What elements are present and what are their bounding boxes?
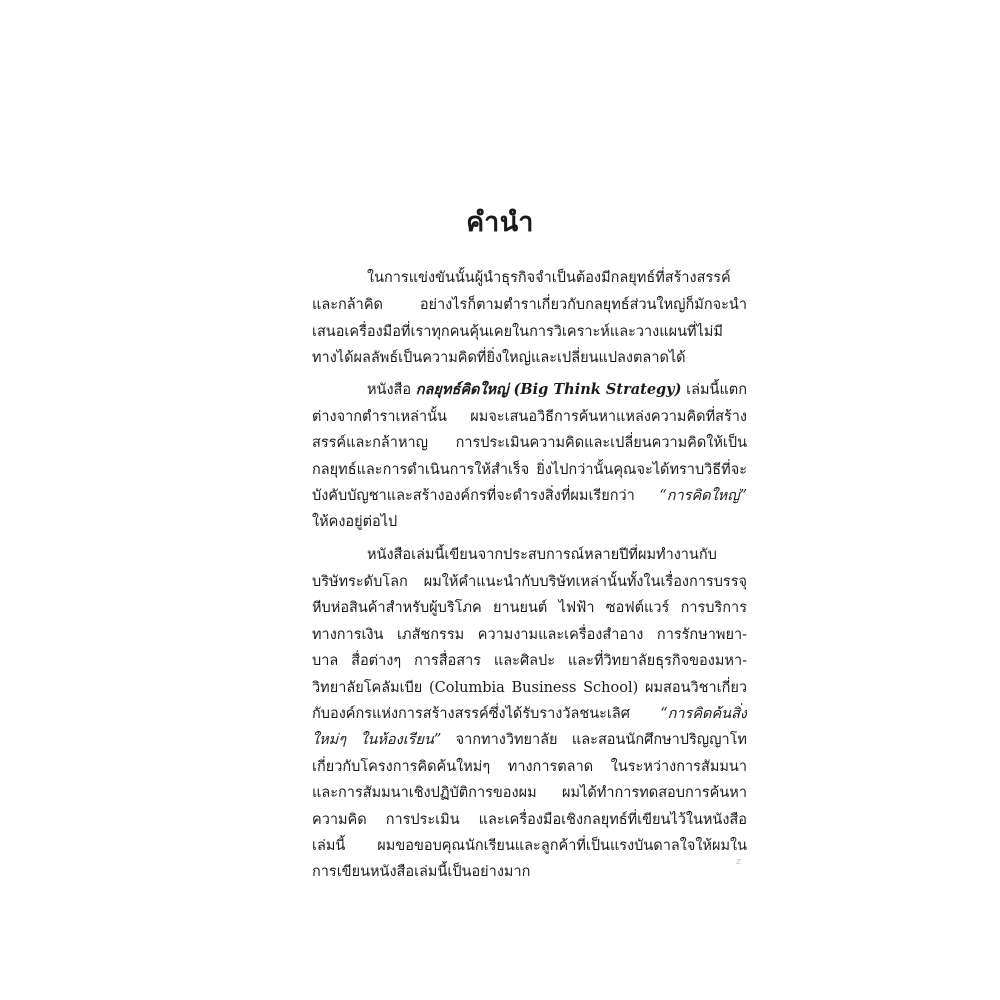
- text-run: หนังสือ: [367, 382, 416, 398]
- paragraph-3-line: [312, 703, 747, 725]
- text-run: กับองค์กรแห่งการสร้างสรรค์ซึ่งได้รับรางวัลชนะเลิศ: [312, 706, 661, 722]
- paragraph-2-line: ให้คงอยู่ต่อไป: [312, 514, 398, 530]
- paragraph-3-line: การเขียนหนังสือเล่มนี้เป็นอย่างมาก: [312, 864, 531, 880]
- text-run: จากทางวิทยาลัย และสอนนักศึกษาปริญญาโท: [441, 732, 747, 748]
- paragraph-3-line: เกี่ยวกับโครงการคิดค้นใหม่ๆ ทางการตลาด ในระหว่างการสัมมนา: [312, 759, 747, 775]
- paragraph-3-line: เล่มนี้ ผมขอขอบคุณนักเรียนและลูกค้าที่เป็นแรงบันดาลใจให้ผมใน: [312, 838, 747, 854]
- text-run: เล่มนี้แตก: [681, 382, 747, 398]
- paragraph-1-line: ทางได้ผลลัพธ์เป็นความคิดที่ยิ่งใหญ่และเปลี่ยนแปลงตลาดได้: [312, 350, 686, 366]
- paragraph-3-line: [312, 729, 747, 751]
- text-run: บังคับบัญชาและสร้างองค์กรที่จะดำรงสิ่งที่ผมเรียกว่า: [312, 488, 660, 504]
- paragraph-2-line: [367, 379, 747, 401]
- paragraph-3-line: บาล สื่อต่างๆ การสื่อสาร และศิลปะ และที่วิทยาลัยธุรกิจของมหา-: [312, 653, 747, 669]
- page-title: คำนำ: [466, 207, 534, 238]
- quoted-term: “การคิดใหญ่”: [659, 488, 747, 504]
- book-title-emphasis: กลยุทธ์คิดใหญ่ (Big Think Strategy): [415, 381, 682, 398]
- paragraph-3-line: ทางการเงิน เภสัชกรรม ความงามและเครื่องสำอาง การรักษาพยา-: [312, 627, 747, 643]
- quoted-term: ใหม่ๆ ในห้องเรียน”: [312, 732, 442, 748]
- paragraph-3-line: วิทยาลัยโคลัมเบีย (Columbia Business School) ผมสอนวิชาเกี่ยว: [312, 680, 747, 696]
- paragraph-1-line: ในการแข่งขันนั้นผู้นำธุรกิจจำเป็นต้องมีกลยุทธ์ที่สร้างสรรค์: [367, 270, 731, 286]
- paragraph-2-line: ต่างจากตำราเหล่านั้น ผมจะเสนอวิธีการค้นหาแหล่งความคิดที่สร้าง: [312, 409, 747, 425]
- page-folio-mark: z: [736, 857, 741, 867]
- paragraph-1-line: เสนอเครื่องมือที่เราทุกคนคุ้นเคยในการวิเคราะห์และวางแผนที่ไม่มี: [312, 324, 723, 340]
- paragraph-2-line: สรรค์และกล้าหาญ การประเมินความคิดและเปลี่ยนความคิดให้เป็น: [312, 435, 747, 451]
- paragraph-3-line: บริษัทระดับโลก ผมให้คำแนะนำกับบริษัทเหล่านั้นทั้งในเรื่องการบรรจุ: [312, 574, 747, 590]
- paragraph-2-line: [312, 485, 747, 507]
- paragraph-3-line: หนังสือเล่มนี้เขียนจากประสบการณ์หลายปีที่ผมทำงานกับ: [367, 547, 717, 563]
- paragraph-3-line: และการสัมมนาเชิงปฏิบัติการของผม ผมได้ทำการทดสอบการค้นหา: [312, 785, 747, 801]
- paragraph-1-line: และกล้าคิด อย่างไรก็ตามตำราเกี่ยวกับกลยุทธ์ส่วนใหญ่ก็มักจะนำ: [312, 297, 747, 313]
- quoted-term: “การคิดค้นสิ่ง: [660, 706, 747, 722]
- paragraph-2-line: กลยุทธ์และการดำเนินการให้สำเร็จ ยิ่งไปกว่านั้นคุณจะได้ทราบวิธีที่จะ: [312, 462, 747, 478]
- paragraph-3-line: ความคิด การประเมิน และเครื่องมือเชิงกลยุทธ์ที่เขียนไว้ในหนังสือ: [312, 812, 747, 828]
- paragraph-3-line: หีบห่อสินค้าสำหรับผู้บริโภค ยานยนต์ ไฟฟ้า ซอฟต์แวร์ การบริการ: [312, 600, 747, 616]
